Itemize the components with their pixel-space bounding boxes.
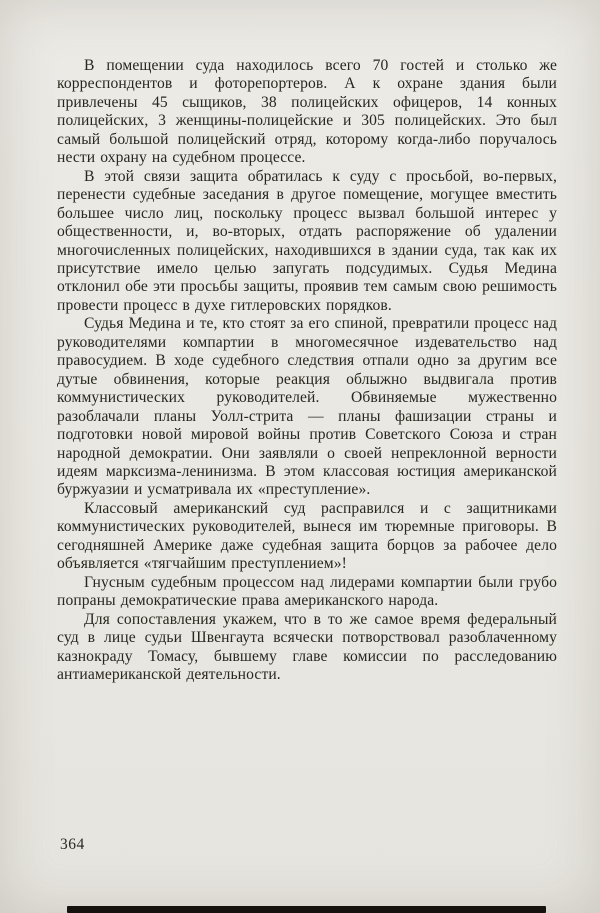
- paragraph-2: В этой связи защита обратилась к суду с просьбой, во-первых, перенести судебные заседания в другое помещение, могущее вместить большее число лиц, поскольку процесс вызвал большой интерес у общественности, и, во-вторых, отдать распоряжение об удалении многочисленных полицейских, находившихся в здании суда, так как их присутствие имело целью запугать подсудимых. Судья Медина отклонил обе эти просьбы защиты, проявив тем самым свою решимость провести процесс в духе гитлеровских порядков.: [57, 167, 557, 314]
- paragraph-1: В помещении суда находилось всего 70 гостей и столько же корреспондентов и фоторепортеров. А к охране здания были привлечены 45 сыщиков, 38 полицейских офицеров, 14 конных полицейских, 3 женщины-полицейские и 305 полицейских. Это был самый большой полицейский отряд, которому когда-либо поручалось нести охрану на судебном процессе.: [57, 57, 557, 167]
- paragraph-5: Гнусным судебным процессом над лидерами компартии были грубо попраны демократические права американского народа.: [57, 573, 557, 610]
- paragraph-4: Классовый американский суд расправился и с защитниками коммунистических руководителей, вынеся им тюремные приговоры. В сегодняшней Америке даже судебная защита борцов за рабочее дело объявляется «тягчайшим преступлением»!: [57, 499, 557, 573]
- page-number: 364: [60, 836, 85, 853]
- text-block: [57, 57, 557, 684]
- scan-edge-artifact: [67, 906, 546, 913]
- paragraph-6: Для сопоставления укажем, что в то же самое время федеральный суд в лице судьи Швенгаута всячески потворствовал разоблаченному казнокраду Томасу, бывшему главе комиссии по расследованию антиамериканской деятельности.: [57, 610, 557, 683]
- paragraph-3: Судья Медина и те, кто стоят за его спиной, превратили процесс над руководителями компартии в многомесячное издевательство над правосудием. В ходе судебного следствия отпали одно за другим все дутые обвинения, которые реакция облыжно выдвигала против коммунистических руководителей. Обвиняемые мужественно разоблачали планы Уолл-стрита — планы фашизации страны и подготовки новой мировой войны против Советского Союза и стран народной демократии. Они заявляли о своей непреклонной верности идеям марксизма-ленинизма. В этом классовая юстиция американской буржуазии и усматривала их «преступление».: [57, 315, 557, 499]
